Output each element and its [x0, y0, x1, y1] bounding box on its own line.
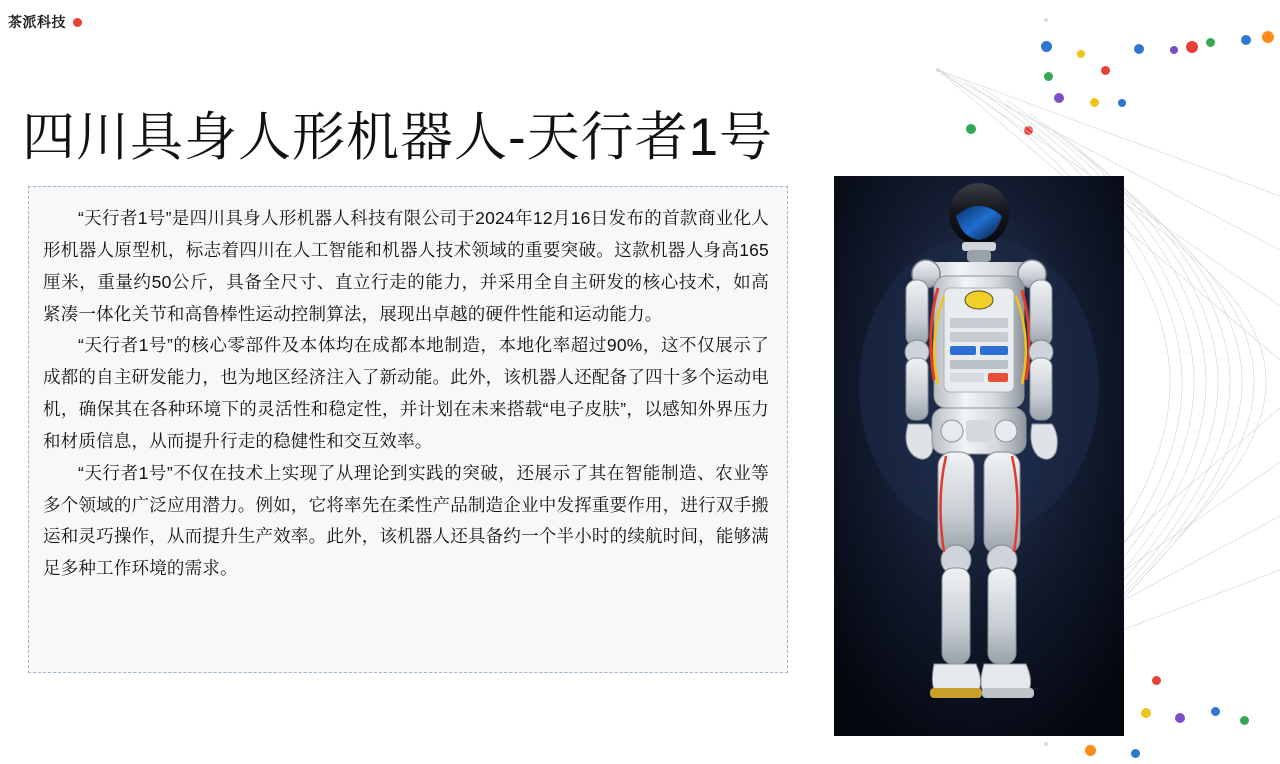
- brand-logo: [8, 12, 82, 32]
- humanoid-robot-photo: [834, 176, 1124, 736]
- red-dot-icon: [73, 18, 82, 27]
- body-paragraph-3: “天行者1号”不仅在技术上实现了从理论到实践的突破，还展示了其在智能制造、农业等多个领域的广泛应用潜力。例如，它将率先在柔性产品制造企业中发挥重要作用，进行双手搬运和灵巧操作，从而提升生产效率。此外，该机器人还具备约一个半小时的续航时间，能够满足多种工作环境的需求。: [43, 462, 769, 579]
- page-title: 四川具身人形机器人-天行者1号: [22, 107, 774, 167]
- brand-name: 茶派科技: [8, 14, 66, 30]
- body-paragraph-2: “天行者1号”的核心零部件及本体均在成都本地制造，本地化率超过90%，这不仅展示了成都的自主研发能力，也为地区经济注入了新动能。此外，该机器人还配备了四十多个运动电机，确保其在各种环境下的灵活性和稳定性，并计划在未来搭载“电子皮肤”，以感知外界压力和材质信息，从而提升行走的稳健性和交互效率。: [43, 335, 769, 451]
- body-paragraph-1: “天行者1号”是四川具身人形机器人科技有限公司于2024年12月16日发布的首款商业化人形机器人原型机，标志着四川在人工智能和机器人技术领域的重要突破。这款机器人身高165厘米，重量约50公斤，具备全尺寸、直立行走的能力，并采用全自主研发的核心技术，如高紧凑一体化关节和高鲁棒性运动控制算法，展现出卓越的硬件性能和运动能力。: [43, 208, 769, 324]
- body-text-box: [28, 186, 788, 673]
